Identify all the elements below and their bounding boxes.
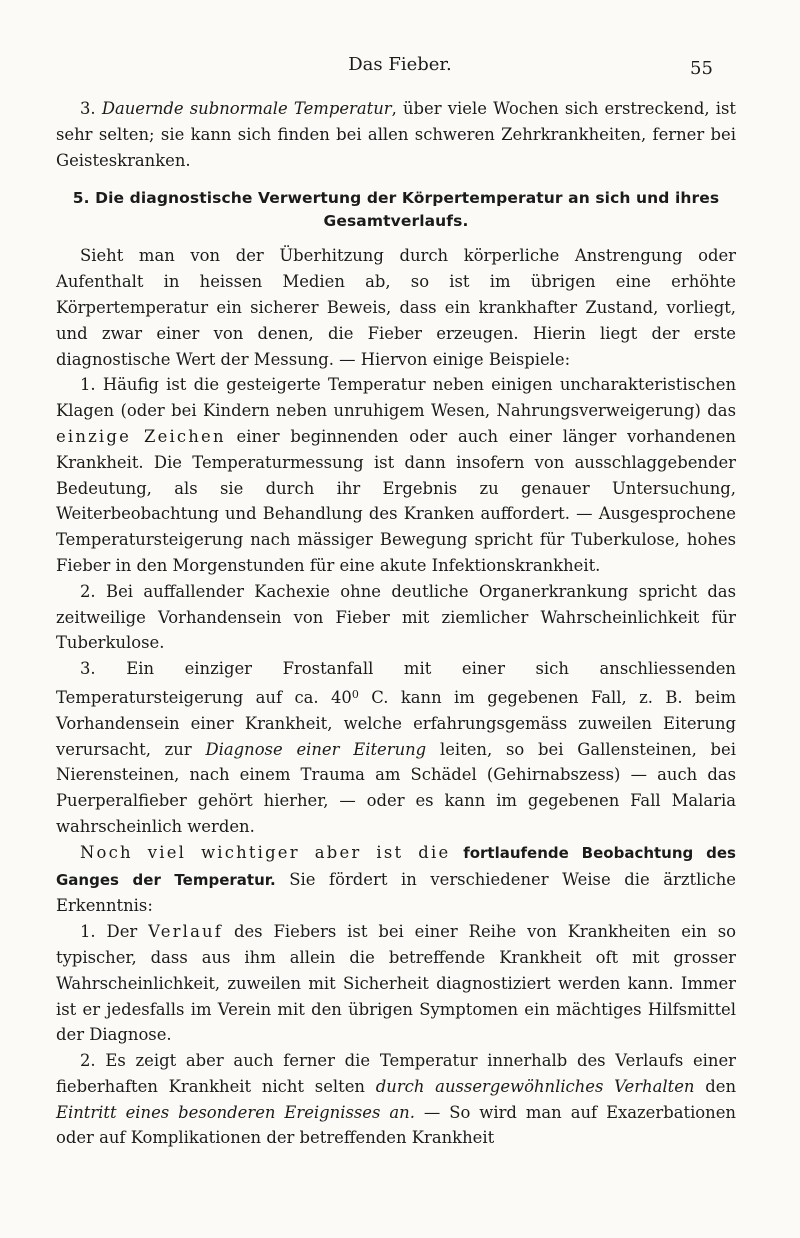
paragraph-text: leiten, so bei Gallensteinen, bei Nierensteinen, nach einem Trauma am Schädel (Gehirnabszess) — auch das Puerperalfieber gehört hierher, — oder es kann im gegebenen Fall Malaria wahrscheinlich werden.: [56, 739, 736, 836]
paragraph-subnormal-temperature: [56, 96, 736, 173]
italic-term: Diagnose einer Eiterung: [205, 739, 427, 759]
italic-term: durch aussergewöhnliches Verhalten: [375, 1076, 695, 1096]
paragraph-text: des Fiebers ist bei einer Reihe von Krankheiten ein so typischer, dass aus ihm allein die betreffende Krankheit oft mit grosser Wahrscheinlichkeit, zuweilen mit Sicherheit diagnostiziert werden kann. Immer ist er jedesfalls im Verein mit den übrigen Symptomen ein mächtiges Hilfsmittel der Diagnose.: [56, 922, 736, 1045]
section-heading: 5. Die diagnostische Verwertung der Körpertemperatur an sich und ihres Gesamtverlaufs.: [72, 189, 720, 231]
paragraph-text: 1. Häufig ist die gesteigerte Temperatur neben einigen uncharakteristischen Klagen (oder bei Kindern neben unruhigem Wesen, Nahrungsverweigerung) das: [56, 375, 736, 421]
paragraph-text: den: [694, 1076, 736, 1096]
paragraph-observation: [56, 840, 736, 919]
page-number: 55: [690, 58, 713, 79]
paragraph-text: 1. Der: [80, 922, 149, 942]
paragraph-example-2: 2. Bei auffallender Kachexie ohne deutliche Organerkrankung spricht das zeitweilige Vorhandensein von Fieber mit ziemlicher Wahrscheinlichkeit für Tuberkulose.: [56, 581, 736, 653]
paragraph-text: , über viele Wochen sich erstreckend, ist sehr selten; sie kann sich finden bei allen schweren Zehrkrankheiten, ferner bei Geisteskranken.: [56, 99, 737, 170]
running-header: [0, 52, 800, 80]
paragraph-text: einer beginnenden oder auch einer länger vorhandenen Krankheit. Die Temperaturmessung ist dann insofern von ausschlaggebender Bedeutung, als sie durch ihr Ergebnis zu genauer Untersuchung, Weiterbeobachtung und Behandlung des Kranken auffordert. — Ausgesprochene Temperatursteigerung nach mässiger Bewegung spricht für Tuberkulose, hohes Fieber in den Morgenstunden für eine akute Infektionskrankheit.: [56, 426, 736, 575]
spaced-emphasis: einzige Zeichen: [56, 426, 226, 446]
paragraph-text: 3. Ein einziger Frostanfall mit einer sich anschliessenden Temperatursteigerung auf ca. 40: [56, 659, 736, 707]
body-text: [56, 96, 736, 1151]
spaced-emphasis: Noch viel wichtiger aber ist die: [80, 842, 451, 862]
item-number: 3.: [80, 99, 96, 118]
paragraph-text: — So wird man auf Exazerbationen oder auf Komplikationen der betreffenden Krankheit: [56, 1102, 736, 1148]
paragraph-course-2: [56, 1048, 736, 1151]
degree-superscript: 0: [351, 687, 359, 701]
paragraph-text: C. kann im gegebenen Fall, z. B. beim Vorhandensein einer Krankheit, welche erfahrungsgemäss zuweilen Eiterung verursacht, zur: [56, 687, 736, 759]
paragraph-example-1: [56, 372, 736, 578]
bold-emphasis: fortlaufende Beobachtung des Ganges der Temperatur.: [56, 843, 736, 889]
paragraph-text: 2. Es zeigt aber auch ferner die Temperatur innerhalb des Verlaufs einer fieberhaften Krankheit nicht selten: [56, 1051, 736, 1096]
running-title: Das Fieber.: [348, 54, 452, 75]
paragraph-example-3: [56, 656, 736, 840]
italic-term: Eintritt eines besonderen Ereignisses an.: [56, 1102, 415, 1122]
spaced-emphasis: Verlauf: [148, 922, 224, 942]
paragraph-course-1: [56, 919, 736, 1048]
italic-term: Dauernde subnormale Temperatur: [101, 99, 392, 118]
paragraph-intro: Sieht man von der Überhitzung durch körperliche Anstrengung oder Aufenthalt in heissen Medien ab, so ist im übrigen eine erhöhte Körpertemperatur ein sicherer Beweis, dass ein krankhafter Zustand, vorliegt, und zwar einer von denen, die Fieber erzeugen. Hierin liegt der erste diagnostische Wert der Messung. — Hiervon einige Beispiele:: [56, 246, 736, 369]
paragraph-text: Sie fördert in verschiedener Weise die ärztliche Erkenntnis:: [56, 869, 736, 916]
